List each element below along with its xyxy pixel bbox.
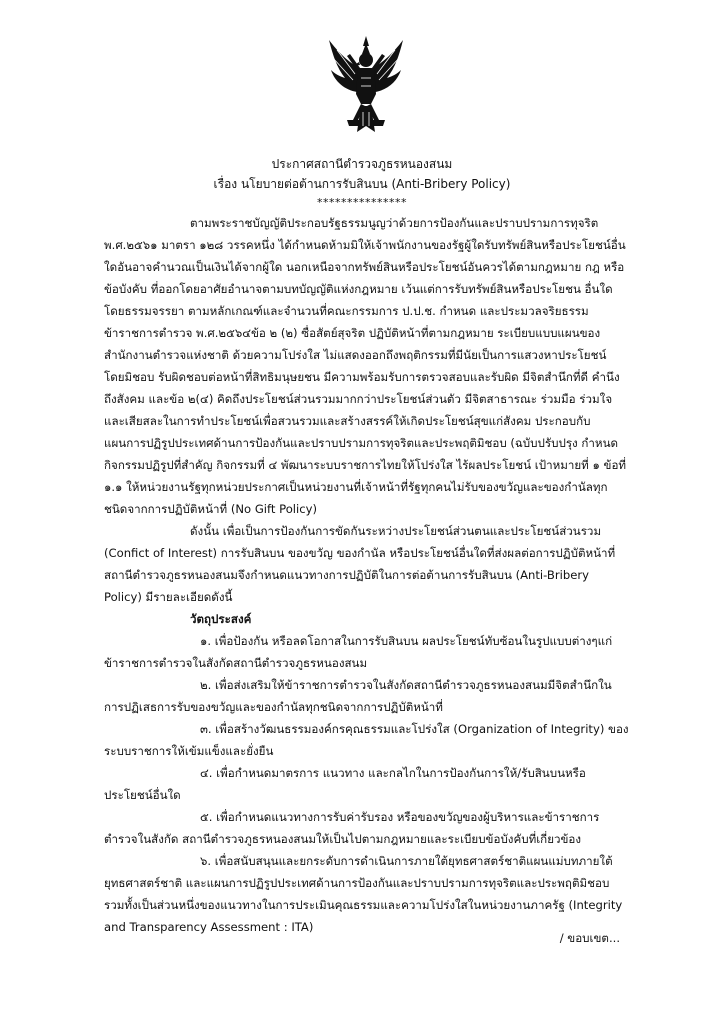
announcement-title: ประกาศสถานีตำรวจภูธรหนองสนม [271, 157, 453, 171]
separator-stars: *************** [317, 196, 407, 209]
objective-item-2: ๒. เพื่อส่งเสริมให้ข้าราชการตำรวจในสังกัดสถานีตำรวจภูธรหนองสนมมีจิตสำนึกในการปฏิเสธการรับของขวัญและของกำนัลทุกชนิดจากการปฏิบัติหน้าที่ [104, 678, 612, 714]
objective-item-1: ๑. เพื่อป้องกัน หรือลดโอกาสในการรับสินบน ผลประโยชน์ทับซ้อนในรูปแบบต่างๆแก่ข้าราชการตำรวจในสังกัดสถานีตำรวจภูธรหนองสนม [104, 634, 613, 670]
objective-item-6: ๖. เพื่อสนับสนุนและยกระดับการดำเนินการภายใต้ยุทธศาสตร์ชาติแผนแม่บทภายใต้ยุทธศาสตร์ชาติ และแผนการปฏิรูปประเทศด้านการป้องกันและปราบปรามการทุจริตและประพฤติมิชอบ รวมทั้งเป็นส่วนหนึ่งของแนวทางในการประเมินคุณธรรมและความโปร่งใสในหน่วยงานภาครัฐ (Integrity and Transparency Assessment : ITA) [104, 854, 623, 934]
announcement-subject: เรื่อง นโยบายต่อต้านการรับสินบน (Anti-Bribery Policy) [213, 177, 511, 191]
objective-item-4: ๔. เพื่อกำหนดมาตรการ แนวทาง และกลไกในการป้องกันการให้/รับสินบนหรือประโยชน์อื่นใด [104, 766, 586, 802]
purpose-paragraph: ดังนั้น เพื่อเป็นการป้องกันการขัดกันระหว่างประโยชน์ส่วนตนและประโยชน์ส่วนรวม (Confict of Interest) การรับสินบน ของขวัญ ของกำนัล หรือประโยชน์อื่นใดที่ส่งผลต่อการปฏิบัติหน้าที่ สถานีตำรวจภูธรหนองสนมจึงกำหนดแนวทางการปฏิบัติในการต่อต้านการรับสินบน (Anti-Bribery Policy) มีรายละเอียดดังนี้ [104, 524, 616, 604]
objectives-heading: วัตถุประสงค์ [190, 612, 252, 626]
continued-next-page: / ขอบเขต... [559, 931, 620, 945]
objective-item-5: ๕. เพื่อกำหนดแนวทางการรับค่ารับรอง หรือของขวัญของผู้บริหารและข้าราชการตำรวจในสังกัด สถานีตำรวจภูธรหนองสนมให้เป็นไปตามกฎหมายและระเบียบข้อบังคับที่เกี่ยวข้อง [104, 810, 600, 846]
objective-item-3: ๓. เพื่อสร้างวัฒนธรรมองค์กรคุณธรรมและโปร่งใส (Organization of Integrity) ของระบบราชการให้เข้มแข็งและยั่งยืน [104, 722, 629, 758]
intro-paragraph: ตามพระราชบัญญัติประกอบรัฐธรรมนูญว่าด้วยการป้องกันและปราบปรามการทุจริต พ.ศ.๒๕๖๑ มาตรา ๑๒๘ วรรคหนึ่ง ได้กำหนดห้ามมิให้เจ้าพนักงานของรัฐผู้ใดรับทรัพย์สินหรือประโยชน์อื่นใดอันอาจคำนวณเป็นเงินได้จากผู้ใด นอกเหนือจากทรัพย์สินหรือประโยชน์อันควรได้ตามกฎหมาย กฎ หรือข้อบังคับ ที่ออกโดยอาศัยอำนาจตามบทบัญญัติแห่งกฎหมาย เว้นแต่การรับทรัพย์สินหรือประโยชน อื่นใด โดยธรรมจรรยา ตามหลักเกณฑ์และจำนวนที่คณะกรรมการ ป.ป.ช. กำหนด และประมวลจริยธรรมข้าราชการตำรวจ พ.ศ.๒๕๖๔ข้อ ๒ (๒) ซื่อสัตย์สุจริต ปฏิบัติหน้าที่ตามกฎหมาย ระเบียบแบบแผนของสำนักงานตำรวจแห่งชาติ ด้วยความโปร่งใส ไม่แสดงออกถึงพฤติกรรมที่มีนัยเป็นการแสวงหาประโยชน์ โดยมิชอบ รับผิดชอบต่อหน้าที่สิทธิมนุษยชน มีความพร้อมรับการตรวจสอบและรับผิด มีจิตสำนึกที่ดี คำนึงถึงสังคม และข้อ ๒(๔) คิดถึงประโยชน์ส่วนรวมมากกว่าประโยชน์ส่วนตัว มีจิตสาธารณะ ร่วมมือ ร่วมใจ และเสียสละในการทำประโยชน์เพื่อสวนรวมและสร้างสรรค์ให้เกิดประโยชน์สุขแก่สังคม ประกอบกับแผนการปฏิรูปประเทศด้านการป้องกันและปราบปรามการทุจริตและประพฤติมิชอบ (ฉบับปรับปรุง กำหนดกิจกรรมปฏิรูปที่สำคัญ กิจกรรมที่ ๔ พัฒนาระบบราชการไทยให้โปร่งใส ไร้ผลประโยชน์ เป้าหมายที่ ๑ ข้อที่ ๑.๑ ให้หน่วยงานรัฐทุกหน่วยประกาศเป็นหน่วยงานที่เจ้าหน้าที่รัฐทุกคนไม่รับของขวัญและของกำนัลทุกชนิดจากการปฏิบัติหน้าที่ (No Gift Policy) [104, 216, 627, 516]
document-body [104, 212, 630, 938]
garuda-emblem-icon [327, 34, 405, 134]
